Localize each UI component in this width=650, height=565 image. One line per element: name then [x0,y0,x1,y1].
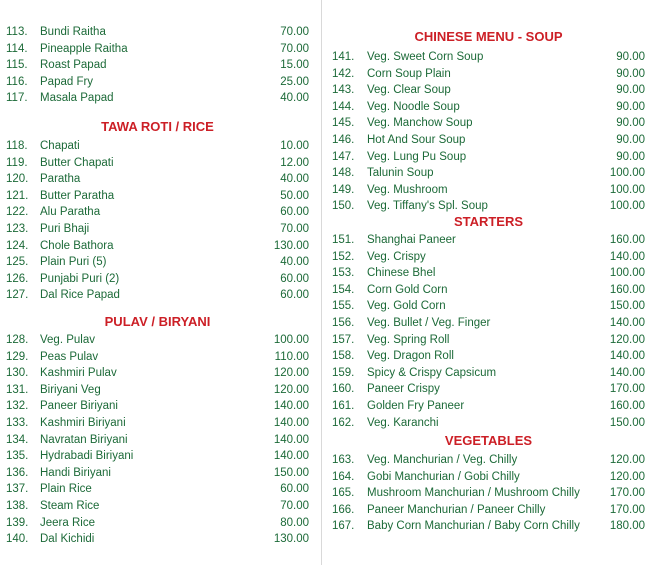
item-name: Paratha [40,173,81,185]
item-name: Punjabi Puri (2) [40,273,120,285]
menu-item [327,149,650,165]
item-price: 140.00 [273,434,309,446]
menu-item [0,221,315,237]
item-price: 90.00 [616,51,645,63]
menu-item [0,332,315,348]
menu-item [0,204,315,220]
item-name: Paneer Biriyani [40,400,118,412]
menu-item [0,415,315,431]
item-price: 130.00 [273,533,309,545]
item-name: Shanghai Paneer [367,234,456,246]
section-title: VEGETABLES [444,433,533,448]
item-number: 133. [6,417,29,429]
item-name: Navratan Biriyani [40,434,128,446]
section-title: PULAV / BIRYANI [104,314,211,329]
item-price: 120.00 [609,334,645,346]
section-heading [327,432,650,448]
menu-item [0,254,315,270]
item-number: 145. [332,117,355,129]
item-price: 60.00 [280,289,309,301]
item-name: Chapati [40,140,80,152]
section-heading [0,118,315,134]
item-name: Biriyani Veg [40,384,101,396]
item-number: 163. [332,454,355,466]
item-price: 40.00 [280,173,309,185]
item-number: 167. [332,520,355,532]
menu-item [327,232,650,248]
menu-item [327,99,650,115]
item-number: 146. [332,134,355,146]
item-price: 100.00 [609,167,645,179]
item-price: 100.00 [609,267,645,279]
item-name: Paneer Manchurian / Paneer Chilly [367,504,546,516]
menu-item [0,171,315,187]
item-price: 140.00 [273,400,309,412]
item-number: 154. [332,284,355,296]
item-name: Steam Rice [40,500,100,512]
item-number: 149. [332,184,355,196]
section-title: STARTERS [453,214,524,229]
item-number: 127. [6,289,29,301]
item-price: 40.00 [280,256,309,268]
item-price: 150.00 [273,467,309,479]
item-number: 128. [6,334,29,346]
menu-item [327,348,650,364]
item-number: 161. [332,400,355,412]
item-name: Veg. Clear Soup [367,84,451,96]
item-price: 90.00 [616,68,645,80]
item-price: 140.00 [609,251,645,263]
section-heading [0,313,315,329]
menu-item [0,398,315,414]
item-number: 148. [332,167,355,179]
item-price: 160.00 [609,400,645,412]
menu-item [0,74,315,90]
menu-item [0,24,315,40]
item-name: Peas Pulav [40,351,99,363]
menu-item [327,282,650,298]
item-name: Plain Puri (5) [40,256,107,268]
item-name: Pineapple Raitha [40,43,128,55]
item-name: Talunin Soup [367,167,434,179]
item-number: 160. [332,383,355,395]
item-number: 136. [6,467,29,479]
item-number: 135. [6,450,29,462]
item-price: 50.00 [280,190,309,202]
item-number: 144. [332,101,355,113]
item-price: 140.00 [609,350,645,362]
item-number: 143. [332,84,355,96]
item-name: Veg. Mushroom [367,184,448,196]
item-number: 151. [332,234,355,246]
item-name: Veg. Bullet / Veg. Finger [367,317,491,329]
item-name: Chinese Bhel [367,267,436,279]
item-price: 90.00 [616,117,645,129]
menu-item [327,198,650,214]
item-number: 137. [6,483,29,495]
item-name: Hot And Sour Soup [367,134,466,146]
item-name: Mushroom Manchurian / Mushroom Chilly [367,487,580,499]
item-number: 142. [332,68,355,80]
item-name: Veg. Pulav [40,334,95,346]
item-price: 12.00 [280,157,309,169]
menu-item [0,349,315,365]
item-number: 122. [6,206,29,218]
item-price: 150.00 [609,300,645,312]
item-price: 140.00 [609,317,645,329]
item-name: Kashmiri Pulav [40,367,117,379]
item-name: Veg. Manchow Soup [367,117,473,129]
item-name: Handi Biriyani [40,467,111,479]
item-number: 140. [6,533,29,545]
menu-item [327,49,650,65]
item-number: 152. [332,251,355,263]
menu-item [0,238,315,254]
item-price: 170.00 [609,487,645,499]
item-name: Veg. Crispy [367,251,426,263]
item-name: Kashmiri Biriyani [40,417,126,429]
item-name: Spicy & Crispy Capsicum [367,367,497,379]
item-number: 166. [332,504,355,516]
menu-item [0,365,315,381]
item-price: 140.00 [273,450,309,462]
menu-item [327,249,650,265]
section-heading [327,213,650,229]
item-price: 70.00 [280,500,309,512]
item-price: 90.00 [616,84,645,96]
menu-item [327,165,650,181]
item-name: Jeera Rice [40,517,95,529]
section-title: CHINESE MENU - SOUP [414,29,563,44]
item-price: 170.00 [609,383,645,395]
item-number: 147. [332,151,355,163]
menu-item [0,498,315,514]
item-price: 60.00 [280,206,309,218]
item-name: Gobi Manchurian / Gobi Chilly [367,471,520,483]
item-number: 119. [6,157,28,169]
item-number: 162. [332,417,355,429]
item-name: Veg. Lung Pu Soup [367,151,467,163]
item-price: 60.00 [280,483,309,495]
item-name: Veg. Dragon Roll [367,350,454,362]
menu-item [0,448,315,464]
item-price: 170.00 [609,504,645,516]
item-price: 25.00 [280,76,309,88]
item-number: 134. [6,434,29,446]
item-name: Chole Bathora [40,240,114,252]
item-number: 156. [332,317,355,329]
item-price: 60.00 [280,273,309,285]
menu-item [327,469,650,485]
menu-item [0,531,315,547]
item-price: 70.00 [280,26,309,38]
item-price: 100.00 [609,184,645,196]
menu-item [327,332,650,348]
item-name: Veg. Noodle Soup [367,101,460,113]
menu-item [0,155,315,171]
menu-item [327,502,650,518]
item-price: 70.00 [280,43,309,55]
menu-item [327,265,650,281]
item-number: 114. [6,43,28,55]
menu-item [0,515,315,531]
item-name: Paneer Crispy [367,383,440,395]
item-price: 160.00 [609,284,645,296]
item-name: Butter Chapati [40,157,114,169]
item-price: 130.00 [273,240,309,252]
item-price: 40.00 [280,92,309,104]
menu-item [0,287,315,303]
item-name: Golden Fry Paneer [367,400,465,412]
item-name: Veg. Tiffany's Spl. Soup [367,200,488,212]
item-name: Dal Rice Papad [40,289,120,301]
item-price: 10.00 [280,140,309,152]
menu-item [327,182,650,198]
menu-item [0,90,315,106]
item-number: 164. [332,471,355,483]
item-number: 129. [6,351,29,363]
item-name: Dal Kichidi [40,533,95,545]
item-price: 140.00 [273,417,309,429]
menu-item [327,452,650,468]
menu-item [327,381,650,397]
item-name: Veg. Manchurian / Veg. Chilly [367,454,518,466]
item-name: Papad Fry [40,76,94,88]
item-name: Veg. Sweet Corn Soup [367,51,484,63]
item-name: Puri Bhaji [40,223,90,235]
item-number: 132. [6,400,29,412]
menu-item [327,82,650,98]
item-price: 110.00 [274,351,309,363]
item-number: 116. [6,76,28,88]
item-name: Masala Papad [40,92,114,104]
item-price: 70.00 [280,223,309,235]
item-number: 123. [6,223,29,235]
item-price: 150.00 [609,417,645,429]
item-number: 153. [332,267,355,279]
item-name: Veg. Spring Roll [367,334,450,346]
menu-item [0,138,315,154]
item-number: 121. [6,190,29,202]
item-number: 141. [332,51,355,63]
item-name: Hydrabadi Biriyani [40,450,134,462]
item-name: Corn Gold Corn [367,284,448,296]
item-number: 139. [6,517,29,529]
item-number: 120. [6,173,29,185]
item-price: 120.00 [273,384,309,396]
item-number: 155. [332,300,355,312]
menu-item [327,518,650,534]
menu-item [327,365,650,381]
menu-item [0,481,315,497]
column-divider [321,0,322,565]
item-price: 90.00 [616,134,645,146]
menu-item [0,188,315,204]
item-number: 165. [332,487,355,499]
item-number: 126. [6,273,29,285]
menu-item [327,66,650,82]
item-number: 158. [332,350,355,362]
item-number: 150. [332,200,355,212]
item-name: Baby Corn Manchurian / Baby Corn Chilly [367,520,580,532]
item-price: 120.00 [273,367,309,379]
menu-item [0,41,315,57]
item-number: 125. [6,256,29,268]
item-price: 160.00 [609,234,645,246]
item-price: 90.00 [616,101,645,113]
item-price: 80.00 [280,517,309,529]
menu-item [0,271,315,287]
item-price: 100.00 [273,334,309,346]
item-name: Alu Paratha [40,206,101,218]
menu-item [327,315,650,331]
menu-item [0,432,315,448]
item-name: Veg. Gold Corn [367,300,446,312]
item-name: Plain Rice [40,483,92,495]
item-price: 90.00 [616,151,645,163]
item-price: 140.00 [609,367,645,379]
item-number: 117. [6,92,28,104]
menu-item [327,115,650,131]
item-name: Corn Soup Plain [367,68,451,80]
section-title: TAWA ROTI / RICE [101,119,214,134]
item-name: Roast Papad [40,59,107,71]
item-price: 120.00 [609,471,645,483]
menu-item [0,465,315,481]
item-number: 157. [332,334,355,346]
item-price: 120.00 [609,454,645,466]
item-price: 15.00 [280,59,309,71]
item-number: 131. [6,384,29,396]
menu-item [327,415,650,431]
section-heading [327,28,650,44]
item-number: 124. [6,240,29,252]
menu-item [327,485,650,501]
item-number: 118. [6,140,28,152]
item-name: Bundi Raitha [40,26,106,38]
item-number: 115. [6,59,28,71]
item-price: 100.00 [609,200,645,212]
item-number: 159. [332,367,355,379]
item-number: 130. [6,367,29,379]
menu-item [0,382,315,398]
item-price: 180.00 [609,520,645,532]
item-name: Veg. Karanchi [367,417,439,429]
menu-item [0,57,315,73]
menu-item [327,398,650,414]
item-name: Butter Paratha [40,190,115,202]
menu-item [327,298,650,314]
menu-item [327,132,650,148]
item-number: 113. [6,26,28,38]
item-number: 138. [6,500,29,512]
